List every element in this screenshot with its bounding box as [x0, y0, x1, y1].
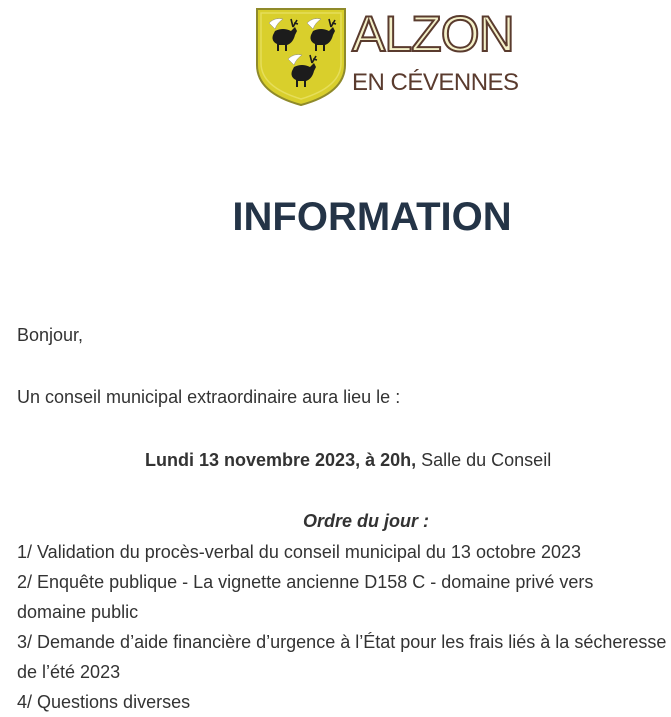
page-title: INFORMATION	[232, 195, 512, 239]
intro-text: Un conseil municipal extraordinaire aura lieu le :	[17, 387, 401, 407]
meeting-date: Lundi 13 novembre 2023, à 20h,	[145, 450, 417, 470]
greeting-text: Bonjour,	[17, 325, 84, 345]
agenda-item: 1/ Validation du procès-verbal du conseil municipal du 13 octobre 2023	[17, 542, 582, 562]
meeting-line	[145, 448, 551, 472]
logo-subname: EN CÉVENNES	[352, 69, 519, 96]
agenda-item: 4/ Questions diverses	[17, 692, 191, 712]
agenda-list	[17, 537, 667, 717]
agenda-title: Ordre du jour :	[303, 511, 429, 531]
alzon-logo	[255, 6, 519, 107]
agenda-item: 3/ Demande d’aide financière d’urgence à l’État pour les frais liés à la sécheresse de l’été 2023	[17, 632, 667, 682]
meeting-place: Salle du Conseil	[416, 450, 552, 470]
coat-of-arms-icon	[255, 7, 347, 107]
agenda-item: 2/ Enquête publique - La vignette ancienne D158 C - domaine privé vers domaine public	[17, 572, 594, 622]
logo-name: ALZON	[352, 6, 514, 62]
